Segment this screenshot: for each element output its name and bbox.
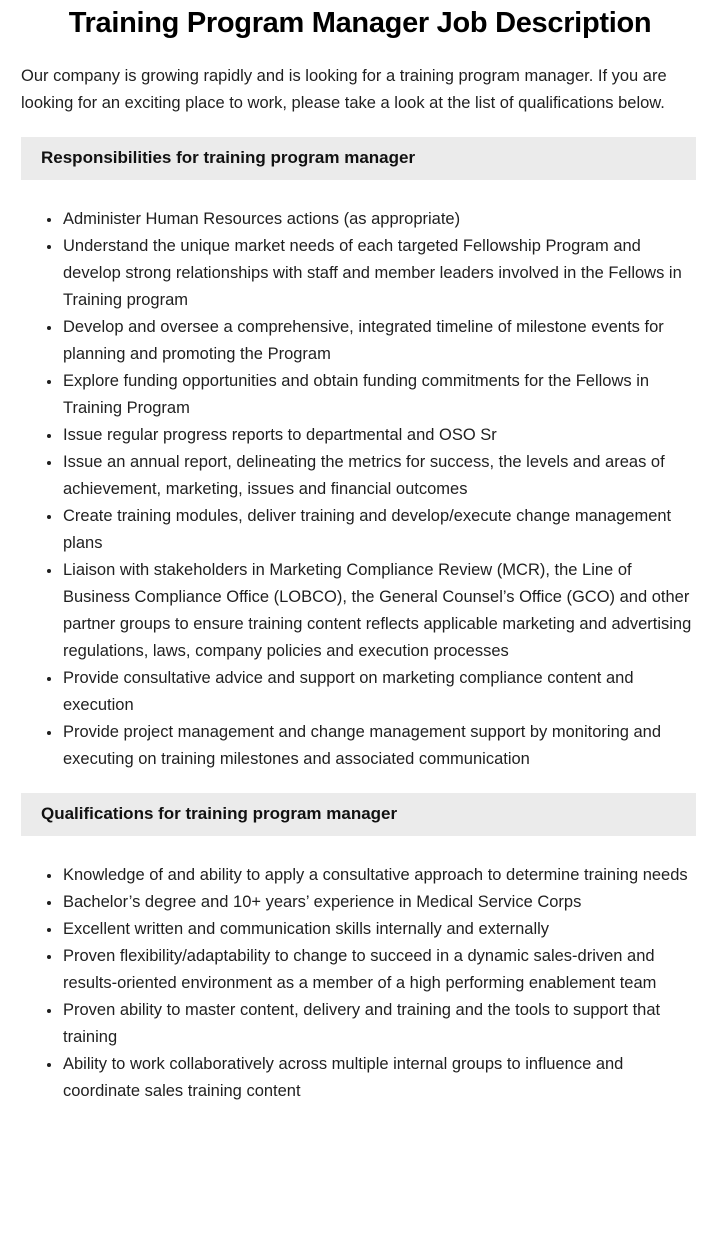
list-item: • Proven ability to master content, delivery and training and the tools to support that training [62, 997, 699, 1051]
list-item: • Knowledge of and ability to apply a consultative approach to determine training needs [62, 862, 699, 889]
section-list [21, 862, 699, 1105]
list-item: • Administer Human Resources actions (as appropriate) [62, 206, 699, 233]
list-item: • Bachelor’s degree and 10+ years’ experience in Medical Service Corps [62, 889, 699, 916]
sections-container [21, 137, 699, 1105]
section-list [21, 206, 699, 773]
section [21, 793, 699, 1105]
list-item: • Proven flexibility/adaptability to change to succeed in a dynamic sales-driven and results-oriented environment as a member of a high performing enablement team [62, 943, 699, 997]
list-item: • Provide project management and change management support by monitoring and executing on training milestones and associated communication [62, 719, 699, 773]
section [21, 137, 699, 773]
list-item: • Create training modules, deliver training and develop/execute change management plans [62, 503, 699, 557]
intro-paragraph: Our company is growing rapidly and is looking for a training program manager. If you are looking for an exciting place to work, please take a look at the list of qualifications below. [21, 66, 667, 112]
list-item: • Liaison with stakeholders in Marketing Compliance Review (MCR), the Line of Business Compliance Office (LOBCO), the General Counsel’s Office (GCO) and other partner groups to ensure training content reflects applicable marketing and advertising regulations, laws, company policies and execution processes [62, 557, 699, 665]
list-item: • Understand the unique market needs of each targeted Fellowship Program and develop strong relationships with staff and member leaders involved in the Fellows in Training program [62, 233, 699, 314]
list-item: • Issue an annual report, delineating the metrics for success, the levels and areas of achievement, marketing, issues and financial outcomes [62, 449, 699, 503]
list-item: • Explore funding opportunities and obtain funding commitments for the Fellows in Training Program [62, 368, 699, 422]
list-item: • Develop and oversee a comprehensive, integrated timeline of milestone events for planning and promoting the Program [62, 314, 699, 368]
list-item: • Issue regular progress reports to departmental and OSO Sr [62, 422, 699, 449]
list-item: • Excellent written and communication skills internally and externally [62, 916, 699, 943]
page-title: Training Program Manager Job Description [68, 7, 652, 39]
section-heading: Qualifications for training program manager [21, 793, 696, 836]
section-heading: Responsibilities for training program manager [21, 137, 696, 180]
list-item: • Provide consultative advice and support on marketing compliance content and execution [62, 665, 699, 719]
list-item: • Ability to work collaboratively across multiple internal groups to influence and coordinate sales training content [62, 1051, 699, 1105]
